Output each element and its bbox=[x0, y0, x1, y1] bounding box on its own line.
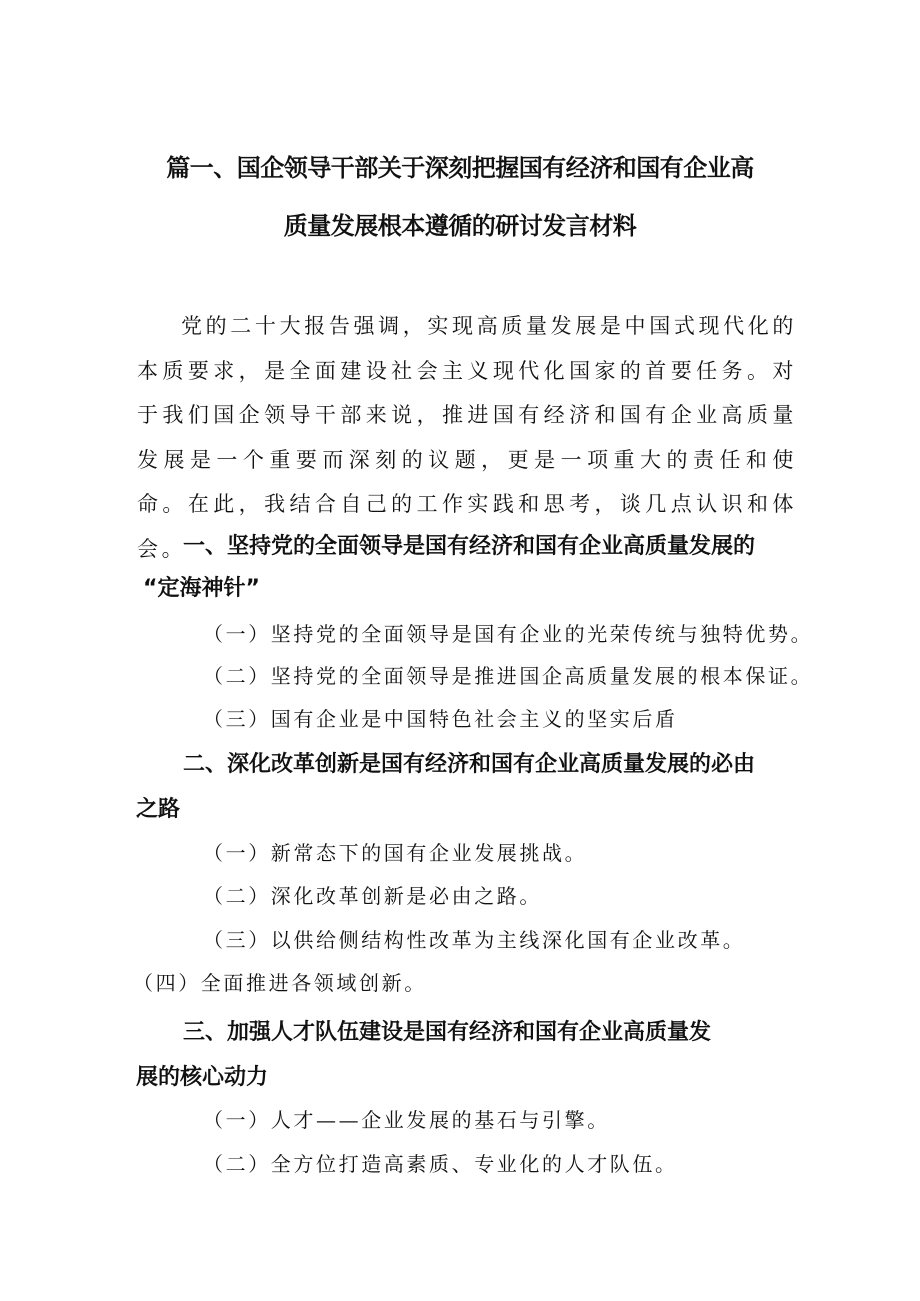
intro-paragraph: 党的二十大报告强调，实现高质量发展是中国式现代化的本质要求，是全面建设社会主义现代化国家的首要任务。对于我们国企领导干部来说，推进国有经济和国有企业高质量发展是一个重要而深刻的议题，更是一项重大的责任和使命。在此，我结合自己的工作实践和思考，谈几点认识和体会。 bbox=[137, 314, 797, 561]
section-2-item-1: （一）新常态下的国有企业发展挑战。 bbox=[203, 841, 588, 865]
section-3-heading-line-1: 三、加强人才队伍建设是国有经济和国有企业高质量发 bbox=[183, 1020, 712, 1045]
section-3-heading-line-2: 展的核心动力 bbox=[136, 1065, 269, 1090]
section-3-item-1: （一）人才——企业发展的基石与引擎。 bbox=[203, 1108, 610, 1132]
section-3-item-2: （二）全方位打造高素质、专业化的人才队伍。 bbox=[203, 1152, 678, 1176]
section-1-heading-line-2: “定海神针” bbox=[143, 576, 260, 601]
section-1-item-2: （二）坚持党的全面领导是推进国企高质量发展的根本保证。 bbox=[203, 664, 814, 688]
section-2-heading-line-1: 二、深化改革创新是国有经济和国有企业高质量发展的必由 bbox=[183, 752, 756, 777]
section-2-item-2: （二）深化改革创新是必由之路。 bbox=[203, 884, 542, 908]
section-1-heading-line-1: 一、坚持党的全面领导是国有经济和国有企业高质量发展的 bbox=[183, 534, 756, 559]
section-1-item-1: （一）坚持党的全面领导是国有企业的光荣传统与独特优势。 bbox=[203, 622, 814, 646]
document-title-line-1: 篇一、国企领导干部关于深刻把握国有经济和国有企业高 bbox=[166, 154, 754, 182]
section-2-heading-line-2: 之路 bbox=[136, 797, 181, 822]
section-2-item-4: （四）全面推进各领域创新。 bbox=[133, 971, 427, 995]
section-1-item-3: （三）国有企业是中国特色社会主义的坚实后盾 bbox=[203, 707, 678, 731]
document-title-line-2: 质量发展根本遵循的研讨发言材料 bbox=[283, 212, 637, 240]
section-2-item-3: （三）以供给侧结构性改革为主线深化国有企业改革。 bbox=[203, 928, 746, 952]
